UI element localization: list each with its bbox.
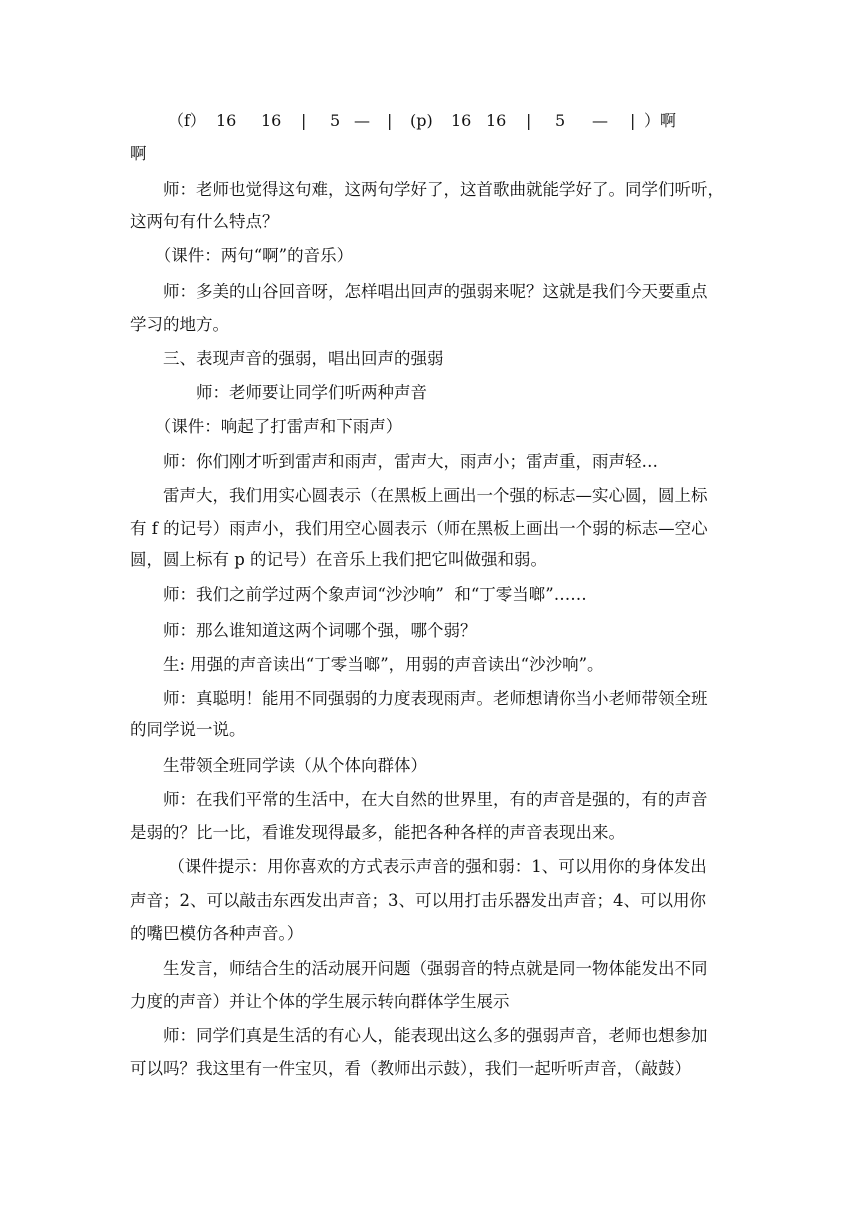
text-line: 师：老师要让同学们听两种声音: [130, 383, 427, 402]
text-line: 师：多美的山谷回音呀，怎样唱出回声的强弱来呢？这就是我们今天要重点: [130, 282, 708, 301]
notation-piano-dash: —: [592, 111, 608, 130]
text-line: 师：你们刚才听到雷声和雨声，雷声大，雨声小；雷声重，雨声轻…: [130, 452, 658, 471]
notation-piano-note-3: 5: [555, 111, 566, 130]
notation-close: ）啊: [644, 111, 677, 130]
text-line: 声音；2、可以敲击东西发出声音；3、可以用打击乐器发出声音；4、可以用你: [130, 891, 706, 910]
text-line: 生: 用强的声音读出“丁零当啷”，用弱的声音读出“沙沙响”。: [130, 655, 604, 674]
notation-piano-marker: (p): [410, 111, 433, 130]
text-line: 学习的地方。: [130, 315, 229, 334]
text-line: （课件提示：用你喜欢的方式表示声音的强和弱：1、可以用你的身体发出: [130, 857, 707, 876]
text-line: 师：在我们平常的生活中，在大自然的世界里，有的声音是强的，有的声音: [130, 790, 708, 809]
text-line: 师：真聪明！能用不同强弱的力度表现雨声。老师想请你当小老师带领全班: [130, 689, 708, 708]
notation-forte-note-3: 5: [330, 111, 341, 130]
text-line: （课件：两句“啊”的音乐）: [130, 246, 354, 265]
text-line: 师：老师也觉得这句难，这两句学好了，这首歌曲就能学好了。同学们听听，: [130, 180, 724, 199]
text-line: 师：我们之前学过两个象声词“沙沙响” 和“丁零当啷”……: [130, 585, 587, 604]
text-line: 雷声大，我们用实心圆表示（在黑板上画出一个强的标志—实心圆，圆上标: [130, 486, 708, 505]
section-heading: 三、表现声音的强弱，唱出回声的强弱: [130, 349, 444, 368]
notation-forte-notes-1: 16: [216, 111, 237, 130]
notation-piano-notes-2: 16: [486, 111, 507, 130]
text-line: 的同学说一说。: [130, 720, 246, 739]
text-line: 圆，圆上标有 p 的记号）在音乐上我们把它叫做强和弱。: [130, 550, 548, 569]
notation-barline-1: |: [301, 111, 307, 130]
text-line: （课件：响起了打雷声和下雨声）: [130, 417, 403, 436]
text-line: 师：同学们真是生活的有心人，能表现出这么多的强弱声音，老师也想参加: [130, 1026, 708, 1045]
text-line: 的嘴巴模仿各种声音。）: [130, 924, 304, 943]
text-line: 有 f 的记号）雨声小，我们用空心圆表示（师在黑板上画出一个弱的标志—空心: [130, 519, 708, 538]
text-line: 生发言，师结合生的活动展开问题（强弱音的特点就是同一物体能发出不同: [130, 959, 708, 978]
notation-barline-3: |: [526, 111, 532, 130]
notation-forte-marker: （f）: [168, 111, 206, 130]
text-line: 力度的声音）并让个体的学生展示转向群体学生展示: [130, 992, 510, 1011]
notation-piano-notes-1: 16: [451, 111, 472, 130]
text-line: 是弱的？比一比，看谁发现得最多，能把各种各样的声音表现出来。: [130, 823, 625, 842]
text-line: 啊: [130, 144, 147, 163]
text-line: 师：那么谁知道这两个词哪个强，哪个弱？: [130, 621, 477, 640]
notation-forte-notes-2: 16: [261, 111, 282, 130]
text-line: 这两句有什么特点？: [130, 212, 279, 231]
notation-forte-dash: —: [354, 111, 370, 130]
notation-barline-2: |: [387, 111, 393, 130]
notation-barline-4: |: [630, 111, 636, 130]
text-line: 可以吗？我这里有一件宝贝，看（教师出示鼓），我们一起听听声音，（敲鼓）: [130, 1059, 691, 1078]
text-line: 生带领全班同学读（从个体向群体）: [130, 756, 427, 775]
